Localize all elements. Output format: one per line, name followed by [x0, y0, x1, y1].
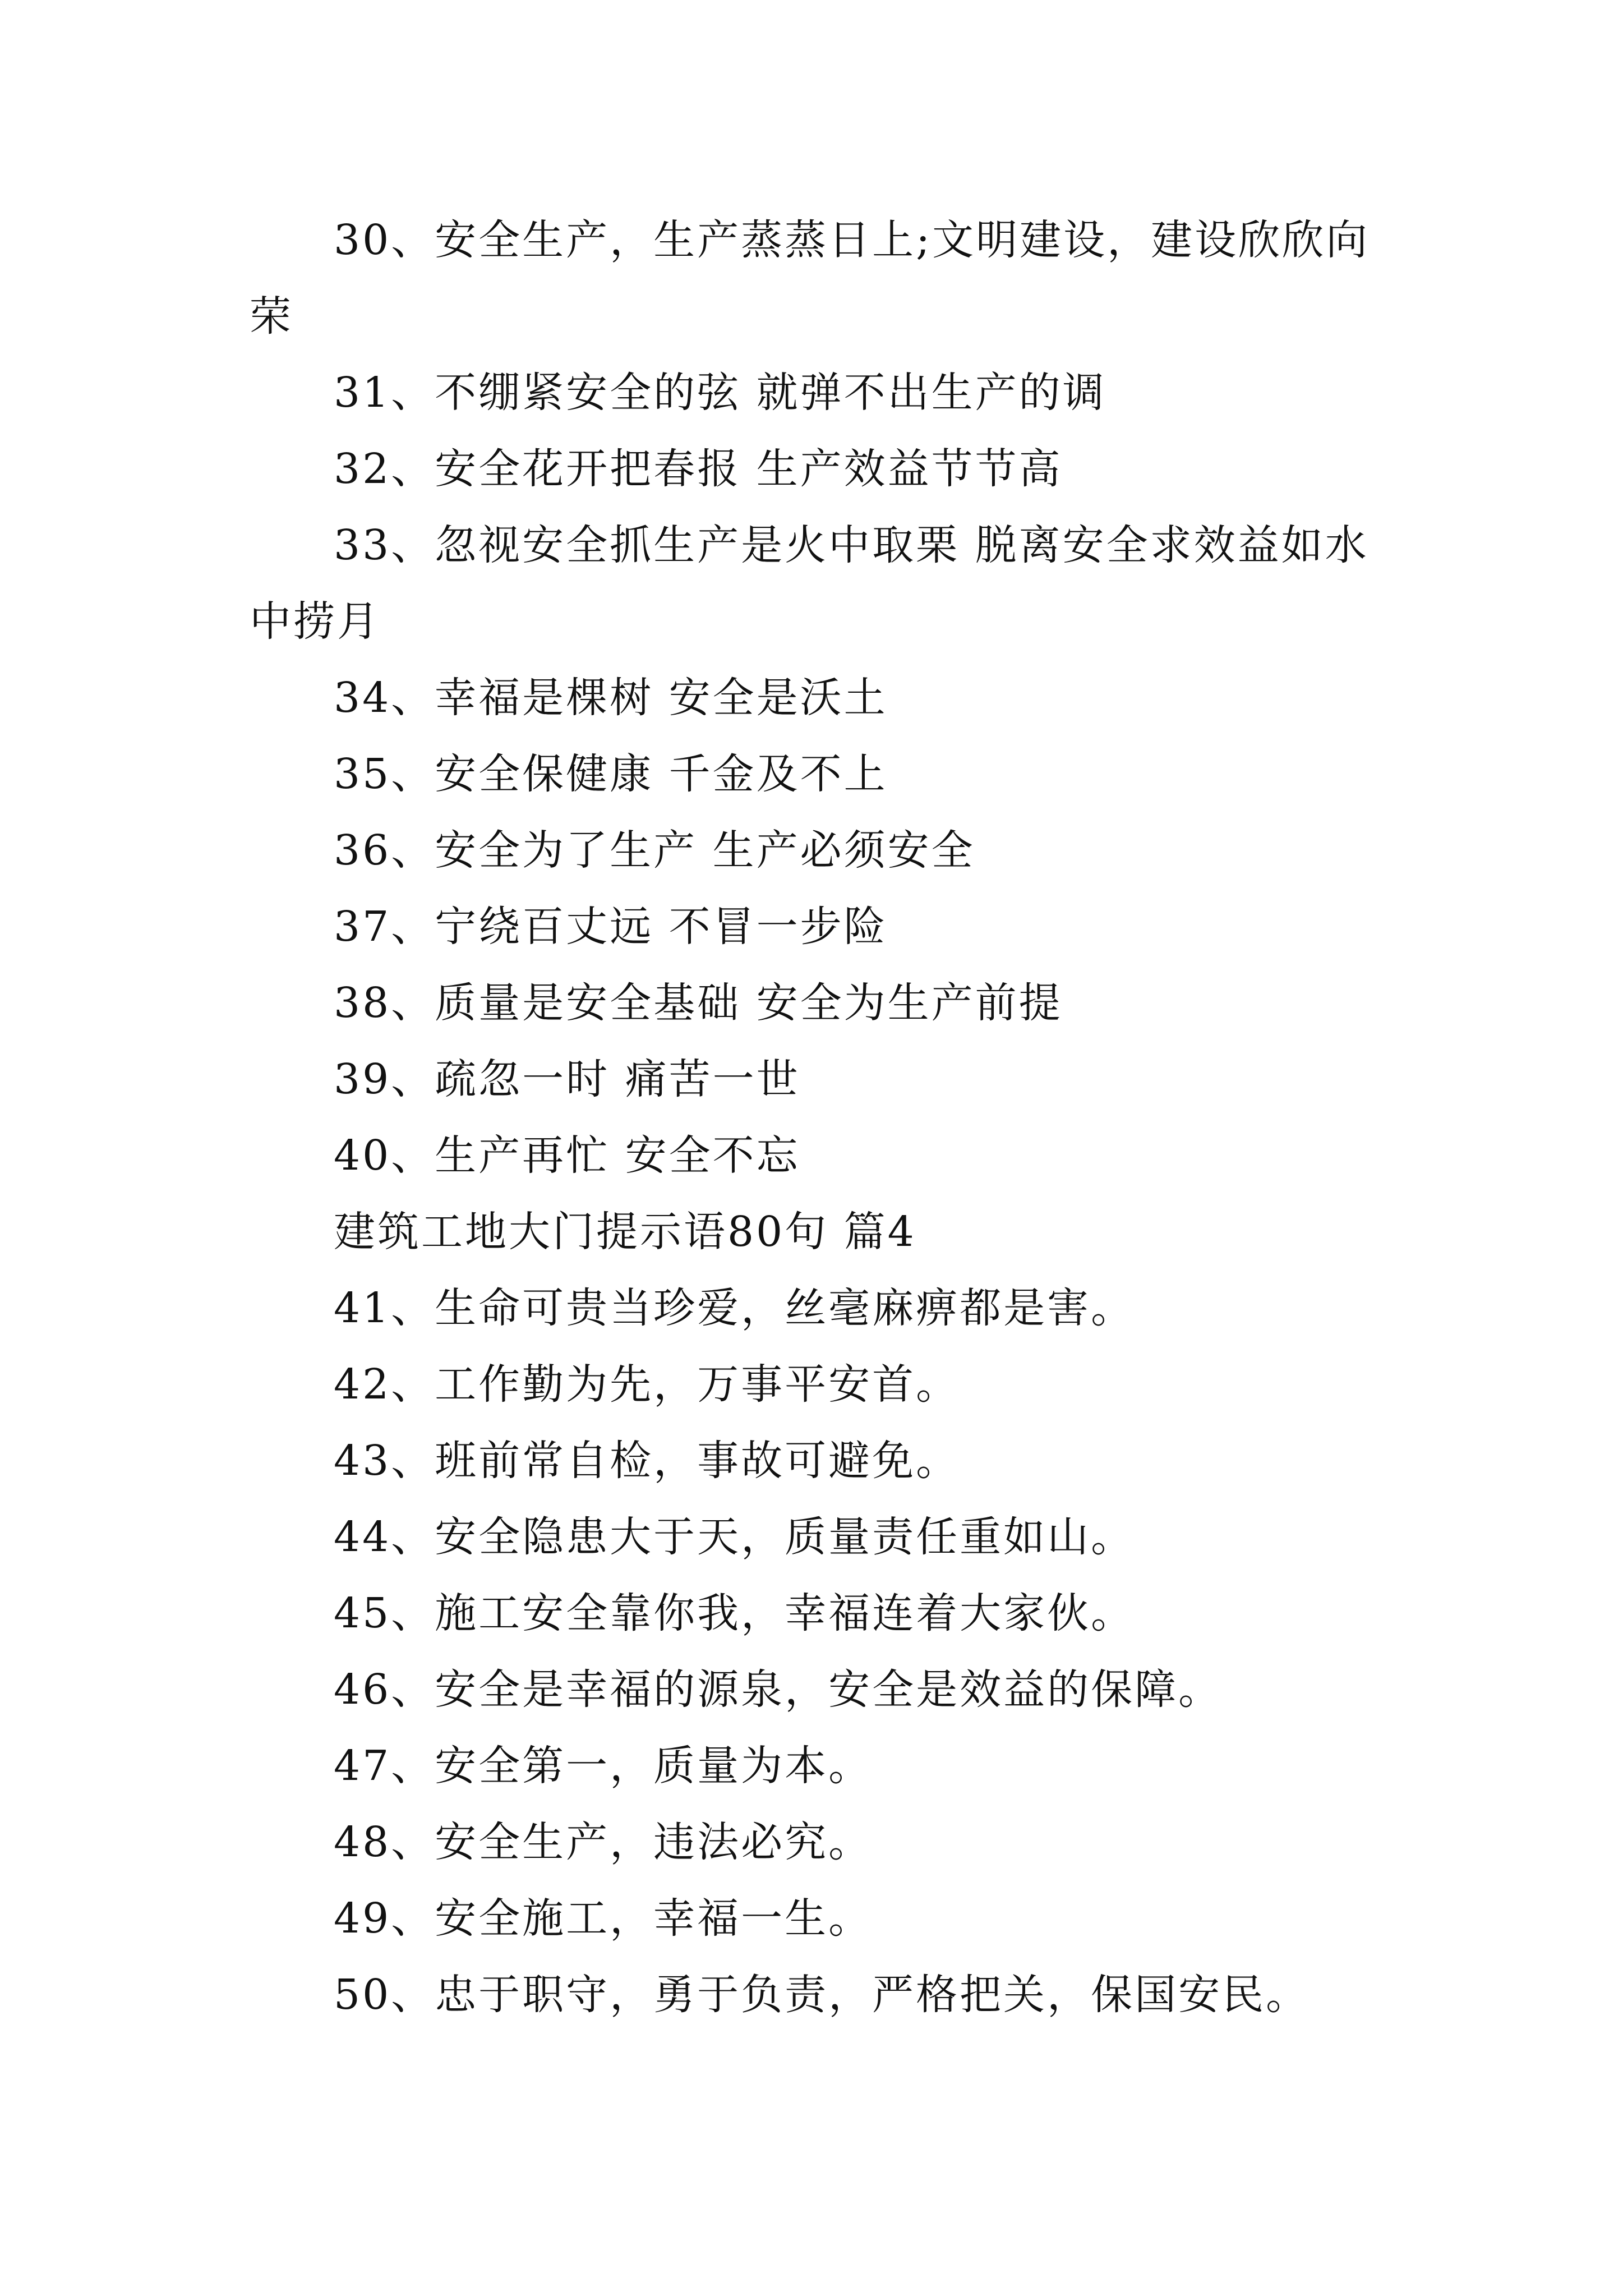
- slogan-50: 50、忠于职守，勇于负责，严格把关，保国安民。: [334, 1971, 1310, 2019]
- slogan-49: 49、安全施工，幸福一生。: [334, 1894, 873, 1943]
- slogan-40: 40、生产再忙 安全不忘: [334, 1131, 800, 1180]
- section-heading: 建筑工地大门提示语80句 篇4: [334, 1208, 916, 1256]
- slogan-33: 33、忽视安全抓生产是火中取栗 脱离安全求效益如水中捞月: [250, 521, 1369, 646]
- slogan-38: 38、质量是安全基础 安全为生产前提: [334, 979, 1063, 1027]
- slogan-34: 34、幸福是棵树 安全是沃土: [334, 674, 888, 722]
- slogan-36: 36、安全为了生产 生产必须安全: [334, 826, 975, 875]
- slogan-42: 42、工作勤为先，万事平安首。: [334, 1360, 960, 1409]
- slogan-43: 43、班前常自检，事故可避免。: [334, 1437, 960, 1485]
- slogan-48: 48、安全生产，违法必究。: [334, 1818, 873, 1866]
- slogan-44: 44、安全隐患大于天，质量责任重如山。: [334, 1513, 1135, 1561]
- slogan-30: 30、安全生产，生产蒸蒸日上;文明建设，建设欣欣向荣: [250, 216, 1370, 341]
- slogan-45: 45、施工安全靠你我，幸福连着大家伙。: [334, 1589, 1135, 1637]
- document-body: [250, 202, 1394, 2033]
- slogan-35: 35、安全保健康 千金及不上: [334, 750, 888, 798]
- slogan-41: 41、生命可贵当珍爱，丝毫麻痹都是害。: [334, 1284, 1135, 1332]
- slogan-39: 39、疏忽一时 痛苦一世: [334, 1055, 800, 1103]
- slogan-47: 47、安全第一，质量为本。: [334, 1742, 873, 1790]
- slogan-46: 46、安全是幸福的源泉，安全是效益的保障。: [334, 1665, 1223, 1714]
- slogan-31: 31、不绷紧安全的弦 就弹不出生产的调: [334, 369, 1106, 417]
- slogan-37: 37、宁绕百丈远 不冒一步险: [334, 903, 888, 951]
- slogan-32: 32、安全花开把春报 生产效益节节高: [334, 445, 1063, 493]
